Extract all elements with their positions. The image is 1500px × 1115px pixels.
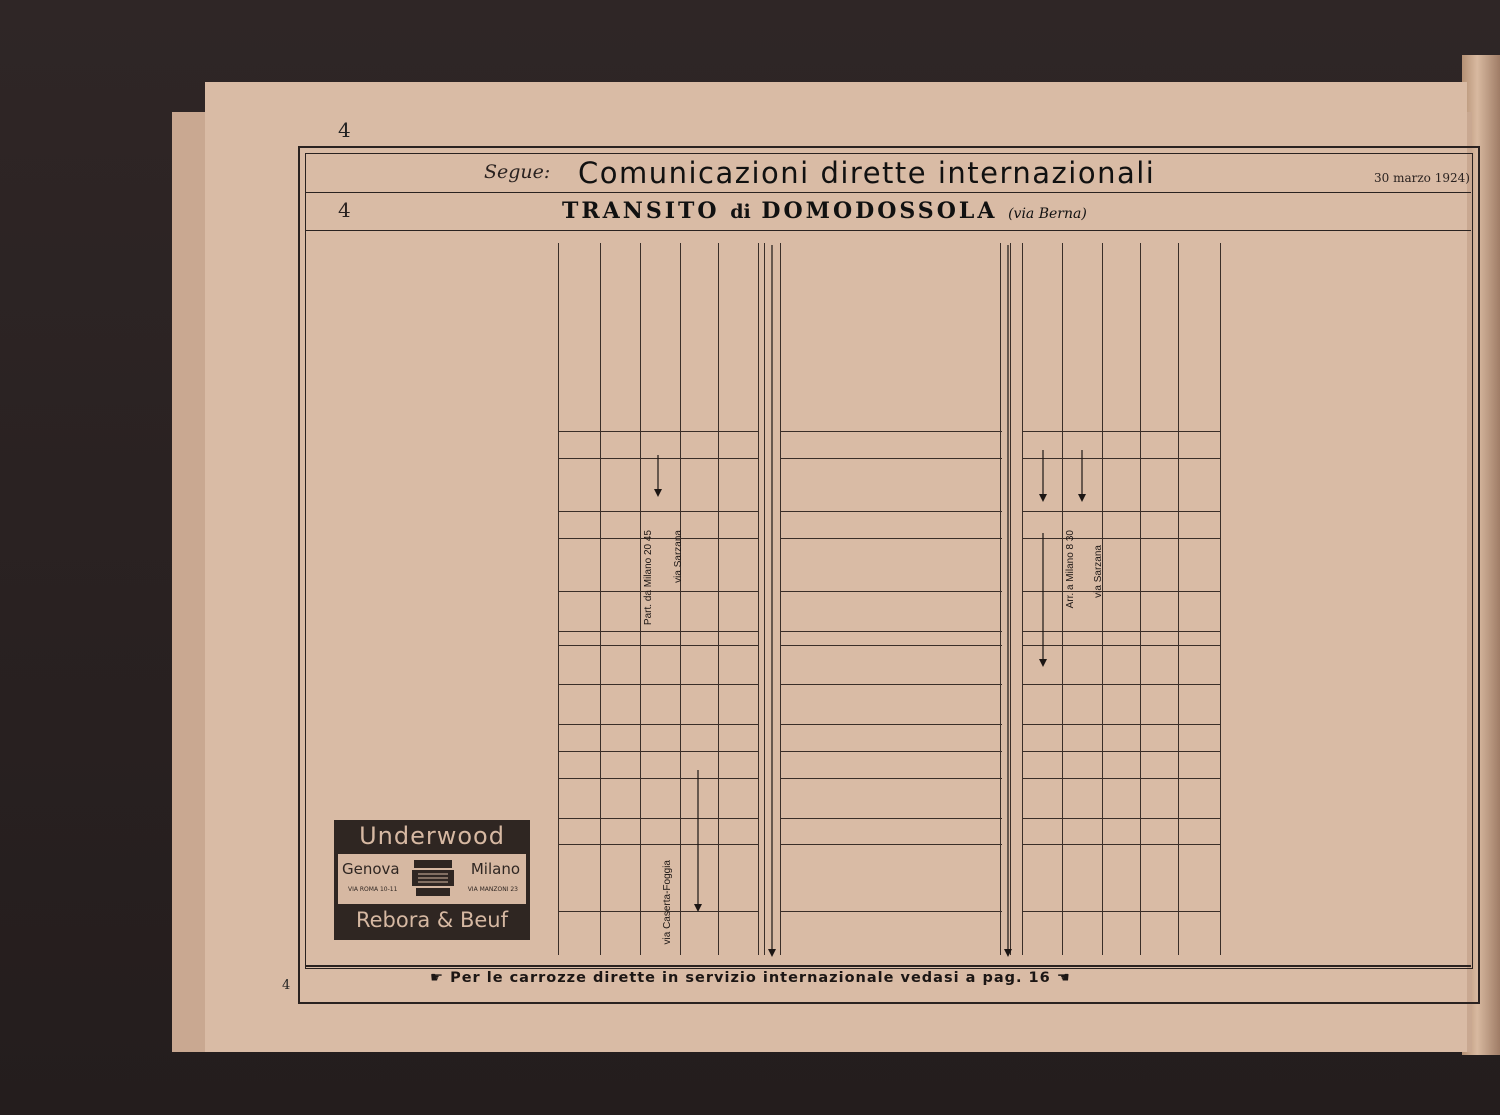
footer-text: Per le carrozze dirette in servizio internazionale vedasi a pag. 16 bbox=[450, 970, 1051, 986]
row-rule bbox=[558, 778, 758, 779]
footer-rule bbox=[305, 965, 1471, 967]
row-rule bbox=[1022, 538, 1220, 539]
column-rule bbox=[718, 243, 719, 955]
row-rule bbox=[780, 844, 1002, 845]
section-title-via: (via Berna) bbox=[1008, 206, 1087, 222]
row-rule bbox=[558, 431, 758, 432]
row-rule bbox=[780, 591, 1002, 592]
row-rule bbox=[780, 538, 1002, 539]
route-note-left-3: via Caserta-Foggia bbox=[662, 860, 673, 945]
down-arrow-icon bbox=[652, 455, 664, 505]
row-rule bbox=[780, 631, 1002, 632]
row-rule bbox=[780, 458, 1002, 459]
row-rule bbox=[1022, 818, 1220, 819]
column-rule bbox=[558, 243, 559, 955]
header-divider bbox=[305, 192, 1471, 193]
column-rule bbox=[1140, 243, 1141, 955]
row-rule bbox=[558, 724, 758, 725]
column-rule bbox=[1102, 243, 1103, 955]
row-rule bbox=[1022, 751, 1220, 752]
route-note-right-2: via Sarzana bbox=[1093, 545, 1104, 598]
up-arrow-icon bbox=[1037, 533, 1049, 675]
row-rule bbox=[1022, 511, 1220, 512]
up-arrow-icon bbox=[1037, 450, 1049, 510]
row-rule bbox=[1022, 844, 1220, 845]
row-rule bbox=[780, 911, 1002, 912]
advert-middle bbox=[338, 854, 526, 904]
column-rule bbox=[600, 243, 601, 955]
section-title-word: TRANSITO bbox=[562, 198, 720, 224]
pointing-hand-left-icon: ☛ bbox=[430, 970, 451, 986]
column-rule bbox=[640, 243, 641, 955]
column-rule bbox=[758, 243, 759, 955]
row-rule bbox=[1022, 458, 1220, 459]
column-rule bbox=[780, 243, 781, 955]
column-rule bbox=[1220, 243, 1221, 955]
column-rule bbox=[1178, 243, 1179, 955]
pointing-hand-right-icon: ☚ bbox=[1050, 970, 1071, 986]
page-title: Comunicazioni dirette internazionali bbox=[578, 156, 1156, 190]
row-rule bbox=[558, 645, 758, 646]
column-rule bbox=[1022, 243, 1023, 955]
row-rule bbox=[558, 751, 758, 752]
advert-city-right: Milano bbox=[470, 860, 520, 878]
section-number: 4 bbox=[338, 198, 351, 222]
advert-company: Rebora & Beuf bbox=[355, 908, 508, 932]
typewriter-icon bbox=[410, 858, 456, 898]
page-number-top: 4 bbox=[338, 118, 351, 142]
row-rule bbox=[1022, 724, 1220, 725]
advert-address-right: VIA MANZONI 23 bbox=[467, 886, 518, 893]
footer-note bbox=[430, 970, 1071, 986]
down-arrow-icon bbox=[766, 245, 778, 965]
column-rule bbox=[680, 243, 681, 955]
row-rule bbox=[558, 818, 758, 819]
header-prefix: Segue: bbox=[484, 161, 551, 183]
advert-city-left: Genova bbox=[342, 860, 400, 878]
row-rule bbox=[1022, 684, 1220, 685]
row-rule bbox=[558, 591, 758, 592]
section-divider bbox=[305, 230, 1471, 231]
route-note-left-2: via Sarzana bbox=[673, 530, 684, 583]
row-rule bbox=[780, 645, 1002, 646]
advert-brand: Underwood bbox=[359, 822, 505, 850]
column-rule bbox=[764, 243, 765, 955]
underwood-advert bbox=[334, 820, 530, 940]
column-rule bbox=[1062, 243, 1063, 955]
section-title-place: DOMODOSSOLA bbox=[761, 198, 998, 224]
row-rule bbox=[780, 751, 1002, 752]
row-rule bbox=[1022, 631, 1220, 632]
header-date: 30 marzo 1924) bbox=[1374, 171, 1470, 185]
row-rule bbox=[780, 431, 1002, 432]
row-rule bbox=[558, 538, 758, 539]
down-arrow-icon bbox=[692, 770, 704, 920]
section-title-di: di bbox=[730, 201, 751, 223]
row-rule bbox=[780, 684, 1002, 685]
row-rule bbox=[780, 818, 1002, 819]
section-title bbox=[562, 198, 1087, 224]
row-rule bbox=[558, 511, 758, 512]
row-rule bbox=[558, 911, 758, 912]
advert-address-left: VIA ROMA 10-11 bbox=[348, 886, 398, 893]
up-arrow-icon bbox=[1076, 450, 1088, 510]
page-number-bottom: 4 bbox=[282, 978, 291, 993]
route-note-left-1: Part. da Milano 20 45 bbox=[643, 530, 654, 626]
row-rule bbox=[780, 724, 1002, 725]
row-rule bbox=[780, 511, 1002, 512]
row-rule bbox=[558, 631, 758, 632]
row-rule bbox=[558, 684, 758, 685]
row-rule bbox=[1022, 911, 1220, 912]
row-rule bbox=[1022, 645, 1220, 646]
column-rule bbox=[1000, 243, 1001, 955]
row-rule bbox=[558, 844, 758, 845]
row-rule bbox=[780, 778, 1002, 779]
up-arrow-icon bbox=[1002, 245, 1014, 965]
row-rule bbox=[1022, 431, 1220, 432]
route-note-right-1: Arr. a Milano 8 30 bbox=[1065, 530, 1076, 609]
row-rule bbox=[1022, 591, 1220, 592]
row-rule bbox=[1022, 778, 1220, 779]
